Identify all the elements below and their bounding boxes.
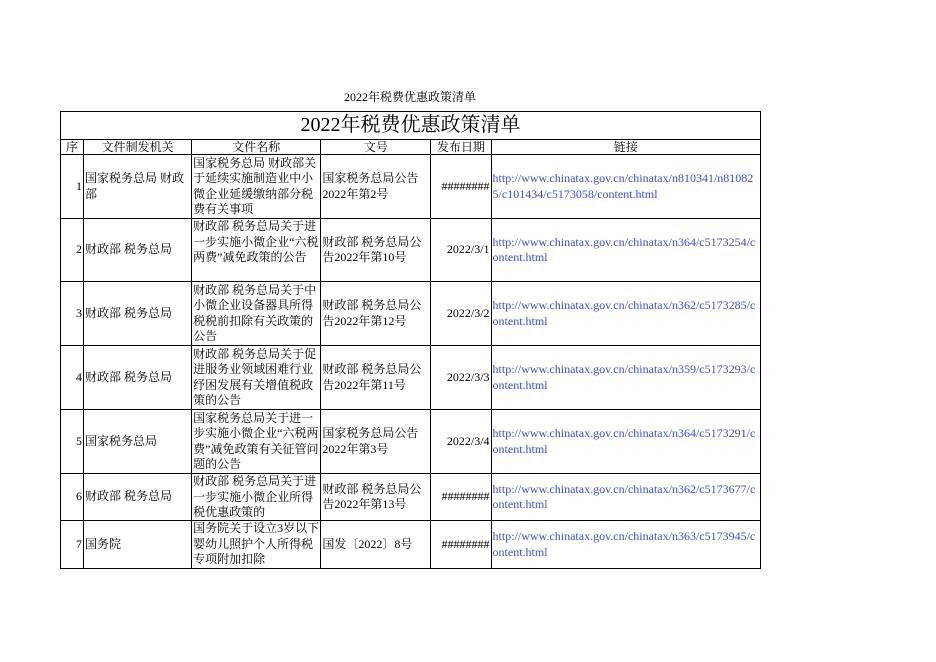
cell-name <box>192 282 321 346</box>
cell-name <box>192 410 321 474</box>
sheet-header-caption: 2022年税费优惠政策清单 <box>343 90 476 104</box>
cell-number: 财政部 税务总局公告2022年第13号 <box>321 474 431 521</box>
table-title: 2022年税费优惠政策清单 <box>61 112 761 140</box>
cell-seq: 5 <box>61 410 84 474</box>
cell-name-text: 国务院关于设立3岁以下婴幼儿照护个人所得税专项附加扣除 <box>193 521 320 566</box>
cell-seq: 4 <box>61 346 84 410</box>
cell-link <box>491 282 760 346</box>
cell-number: 国家税务总局公告2022年第2号 <box>321 155 431 219</box>
cell-seq: 3 <box>61 282 84 346</box>
cell-agency: 国家税务总局 <box>84 410 192 474</box>
cell-number: 财政部 税务总局公告2022年第12号 <box>321 282 431 346</box>
cell-agency: 财政部 税务总局 <box>84 346 192 410</box>
cell-name-text: 国家税务总局关于进一步实施小微企业“六税两费”减免政策有关征管问题的公告 <box>193 410 319 471</box>
table-title-row <box>61 112 761 140</box>
policy-link[interactable]: http://www.chinatax.gov.cn/chinatax/n363/c5173945/content.html <box>492 529 756 559</box>
cell-agency: 财政部 税务总局 <box>84 474 192 521</box>
cell-date: 2022/3/2 <box>431 282 491 346</box>
cell-link <box>491 474 760 521</box>
cell-link <box>491 410 760 474</box>
cell-name <box>192 219 321 282</box>
cell-agency: 财政部 税务总局 <box>84 282 192 346</box>
cell-date: ######## <box>431 521 491 569</box>
cell-name <box>192 474 321 521</box>
table-row <box>61 521 761 569</box>
column-header-number: 文号 <box>321 140 431 155</box>
column-header-date: 发布日期 <box>431 140 491 155</box>
cell-agency: 财政部 税务总局 <box>84 219 192 282</box>
cell-name <box>192 155 321 219</box>
table-row <box>61 155 761 219</box>
table-row <box>61 219 761 282</box>
table-row <box>61 282 761 346</box>
cell-agency: 国家税务总局 财政部 <box>84 155 192 219</box>
cell-seq: 2 <box>61 219 84 282</box>
cell-link <box>491 219 760 282</box>
cell-link <box>491 155 760 219</box>
cell-name-text: 财政部 税务总局关于中小微企业设备器具所得税税前扣除有关政策的公告 <box>193 282 317 343</box>
cell-seq: 1 <box>61 155 84 219</box>
cell-number: 财政部 税务总局公告2022年第11号 <box>321 346 431 410</box>
cell-number: 国发〔2022〕8号 <box>321 521 431 569</box>
cell-seq: 7 <box>61 521 84 569</box>
policy-link[interactable]: http://www.chinatax.gov.cn/chinatax/n359/c5173293/content.html <box>492 362 756 392</box>
policy-link[interactable]: http://www.chinatax.gov.cn/chinatax/n362/c5173285/content.html <box>492 298 756 328</box>
cell-number: 财政部 税务总局公告2022年第10号 <box>321 219 431 282</box>
table-row <box>61 474 761 521</box>
cell-agency: 国务院 <box>84 521 192 569</box>
table-row <box>61 346 761 410</box>
cell-name-text: 财政部 税务总局关于进一步实施小微企业“六税两费”减免政策的公告 <box>193 219 319 264</box>
column-header-agency: 文件制发机关 <box>84 140 192 155</box>
cell-name-text: 财政部 税务总局关于促进服务业领域困难行业纾困发展有关增值税政策的公告 <box>193 346 317 407</box>
policy-link[interactable]: http://www.chinatax.gov.cn/chinatax/n362/c5173677/content.html <box>492 481 756 511</box>
column-header-name: 文件名称 <box>192 140 321 155</box>
column-header-link: 链接 <box>491 140 760 155</box>
cell-link <box>491 521 760 569</box>
cell-date: 2022/3/1 <box>431 219 491 282</box>
cell-date: 2022/3/4 <box>431 410 491 474</box>
cell-seq: 6 <box>61 474 84 521</box>
cell-date: 2022/3/3 <box>431 346 491 410</box>
table-row <box>61 410 761 474</box>
cell-name <box>192 346 321 410</box>
cell-date: ######## <box>431 474 491 521</box>
policy-link[interactable]: http://www.chinatax.gov.cn/chinatax/n364/c5173291/content.html <box>492 426 756 456</box>
cell-name-text: 财政部 税务总局关于进一步实施小微企业所得税优惠政策的 <box>193 474 317 519</box>
cell-name <box>192 521 321 569</box>
column-header-seq: 序 <box>61 140 84 155</box>
policy-table <box>60 111 761 569</box>
cell-name-text: 国家税务总局 财政部关于延续实施制造业中小微企业延缓缴纳部分税费有关事项 <box>193 155 317 216</box>
cell-date: ######## <box>431 155 491 219</box>
column-header-row <box>61 140 761 155</box>
policy-link[interactable]: http://www.chinatax.gov.cn/chinatax/n810341/n810825/c101434/c5173058/content.html <box>492 171 754 201</box>
cell-number: 国家税务总局公告2022年第3号 <box>321 410 431 474</box>
policy-link[interactable]: http://www.chinatax.gov.cn/chinatax/n364/c5173254/content.html <box>492 234 756 264</box>
cell-link <box>491 346 760 410</box>
